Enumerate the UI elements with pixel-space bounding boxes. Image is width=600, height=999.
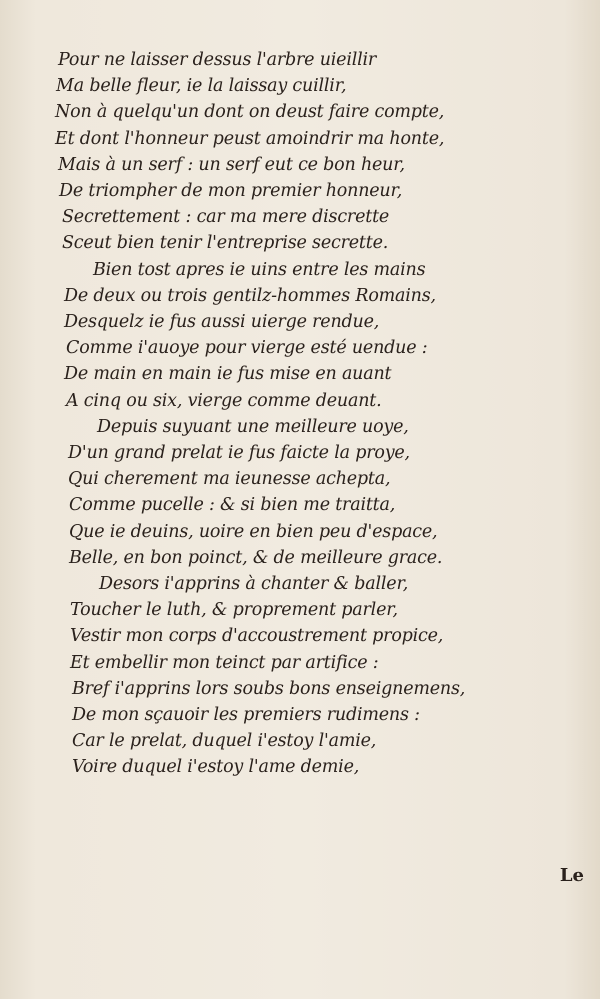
verse-line: Vestir mon corps d'accoustrement propice, [70, 626, 444, 647]
verse-line: De main en main ie fus mise en auant [64, 364, 392, 385]
verse-line: Bref i'apprins lors soubs bons enseignemens, [72, 678, 466, 699]
verse-line: Belle, en bon poinct, & de meilleure grace. [69, 547, 443, 568]
verse-line: Et dont l'honneur peust amoindrir ma honte, [55, 128, 445, 149]
verse-line: D'un grand prelat ie fus faicte la proye, [68, 443, 410, 463]
catchword: Le [559, 865, 584, 886]
verse-line: Qui cherement ma ieunesse achepta, [68, 469, 391, 490]
verse-line: Sceut bien tenir l'entreprise secrette. [62, 233, 389, 254]
verse-line: Pour ne laisser dessus l'arbre uieillir [58, 50, 377, 70]
verse-line: Bien tost apres ie uins entre les mains [93, 259, 426, 280]
verse-line: Toucher le luth, & proprement parler, [70, 600, 398, 621]
verse-line: Ma belle fleur, ie la laissay cuillir, [56, 76, 347, 97]
verse-line: Mais à un serf : un serf eut ce bon heur, [58, 154, 405, 175]
verse-line: Non à quelqu'un dont on deust faire compte, [55, 102, 445, 123]
verse-line: Desquelz ie fus aussi uierge rendue, [64, 312, 380, 332]
verse-line: De triompher de mon premier honneur, [59, 181, 403, 201]
verse-line: Comme pucelle : & si bien me traitta, [69, 495, 396, 516]
verse-line: Car le prelat, duquel i'estoy l'amie, [72, 731, 377, 752]
verse-line: Depuis suyuant une meilleure uoye, [97, 416, 409, 437]
verse-line: Voire duquel i'estoy l'ame demie, [72, 757, 360, 778]
verse-line: Desors i'apprins à chanter & baller, [99, 574, 409, 594]
verse-line: Que ie deuins, uoire en bien peu d'espace, [69, 521, 438, 542]
verse-line: De mon sçauoir les premiers rudimens : [72, 705, 420, 725]
verse-line: Comme i'auoye pour vierge esté uendue : [66, 338, 428, 359]
verse-line: Et embellir mon teinct par artifice : [70, 652, 379, 673]
verse-line: Secrettement : car ma mere discrette [62, 207, 390, 228]
verse-line: A cinq ou six, vierge comme deuant. [66, 390, 382, 411]
verse-line: De deux ou trois gentilz-hommes Romains, [64, 285, 436, 306]
